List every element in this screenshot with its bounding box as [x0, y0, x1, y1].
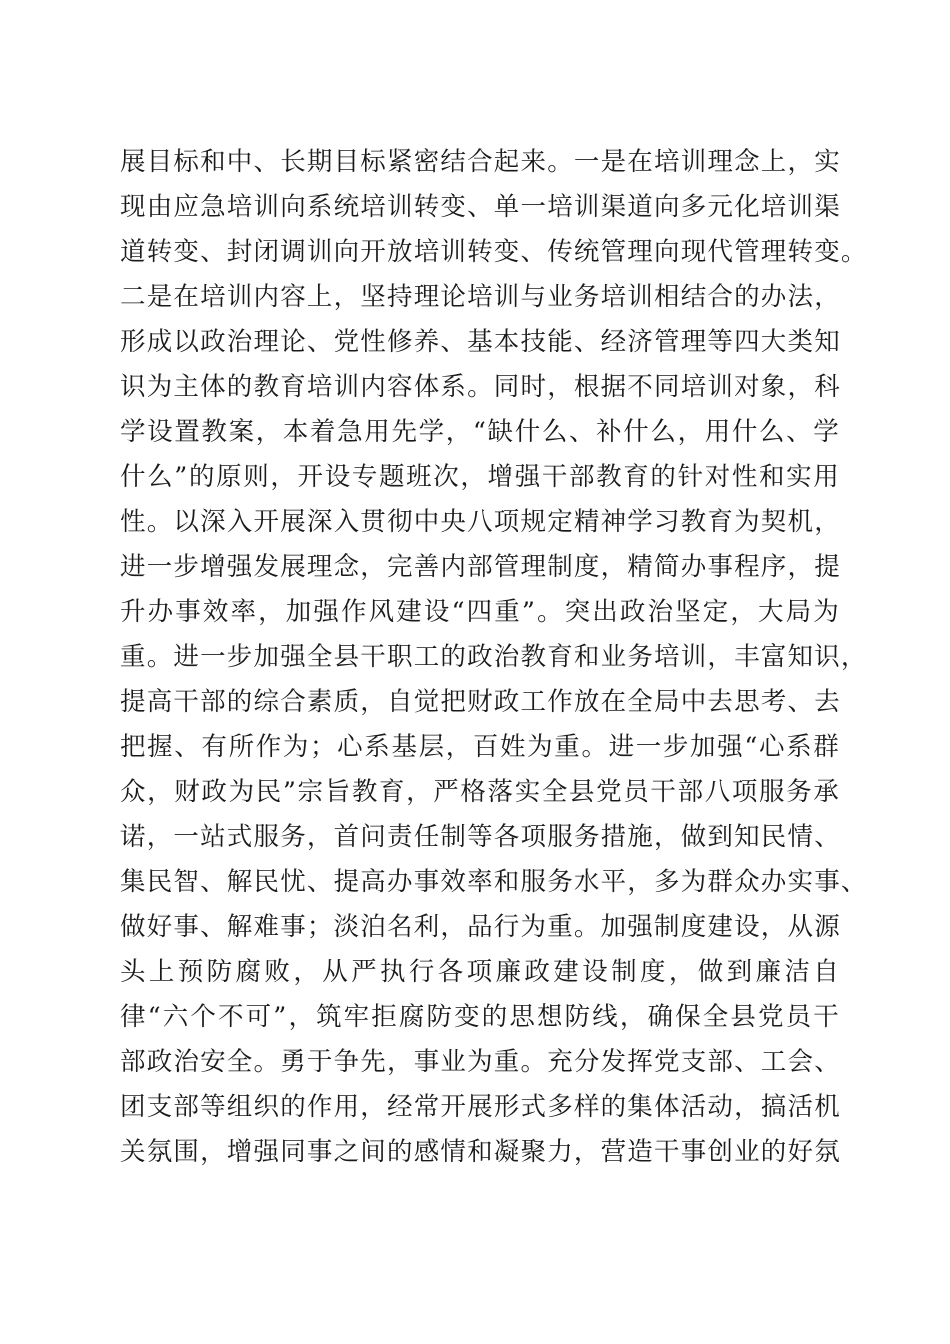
text-line: 二是在培训内容上，坚持理论培训与业务培训相结合的办法，	[120, 282, 841, 312]
text-line: 集民智、解民忧、提高办事效率和服务水平，多为群众办实事、	[120, 867, 868, 897]
text-line: 关氛围，增强同事之间的感情和凝聚力，营造干事创业的好氛	[120, 1137, 841, 1167]
text-line: 重。进一步加强全县干职工的政治教育和业务培训，丰富知识，	[120, 642, 868, 672]
text-line: 头上预防腐败，从严执行各项廉政建设制度，做到廉洁自	[120, 957, 840, 987]
text-line: 诺，一站式服务，首问责任制等各项服务措施，做到知民情、	[120, 822, 841, 852]
text-line: 律“六个不可”，筑牢拒腐防变的思想防线，确保全县党员干	[120, 1002, 840, 1032]
text-line: 众，财政为民”宗旨教育，严格落实全县党员干部八项服务承	[120, 777, 840, 807]
text-line: 性。以深入开展深入贯彻中央八项规定精神学习教育为契机，	[120, 507, 841, 537]
text-line: 把握、有所作为；心系基层，百姓为重。进一步加强“心系群	[120, 732, 840, 762]
text-line: 道转变、封闭调训向开放培训转变、传统管理向现代管理转变。	[120, 237, 868, 267]
text-line: 学设置教案，本着急用先学，“缺什么、补什么，用什么、学	[120, 417, 840, 447]
text-line: 形成以政治理论、党性修养、基本技能、经济管理等四大类知	[120, 327, 841, 357]
text-line: 现由应急培训向系统培训转变、单一培训渠道向多元化培训渠	[120, 192, 841, 222]
text-line: 升办事效率，加强作风建设“四重”。突出政治坚定，大局为	[120, 597, 840, 627]
text-line: 进一步增强发展理念，完善内部管理制度，精简办事程序，提	[120, 552, 841, 582]
text-line: 什么”的原则，开设专题班次，增强干部教育的针对性和实用	[120, 462, 840, 492]
text-line: 团支部等组织的作用，经常开展形式多样的集体活动，搞活机	[120, 1092, 841, 1122]
text-line: 识为主体的教育培训内容体系。同时，根据不同培训对象，科	[120, 372, 841, 402]
body-paragraph	[120, 140, 868, 1175]
text-line: 部政治安全。勇于争先，事业为重。充分发挥党支部、工会、	[120, 1047, 841, 1077]
text-line: 展目标和中、长期目标紧密结合起来。一是在培训理念上，实	[120, 147, 841, 177]
text-line: 做好事、解难事；淡泊名利，品行为重。加强制度建设，从源	[120, 912, 841, 942]
text-line: 提高干部的综合素质，自觉把财政工作放在全局中去思考、去	[120, 687, 841, 717]
